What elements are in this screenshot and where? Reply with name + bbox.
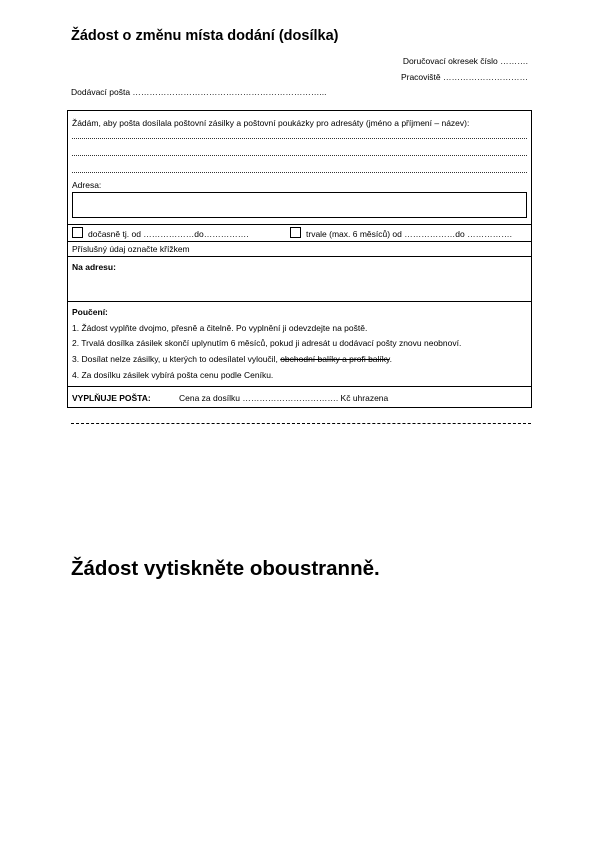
- instruction-3-text: 3. Dosílat nelze zásilky, u kterých to odesílatel vyloučil,: [72, 354, 281, 364]
- check-note: Příslušný údaj označte křížkem: [72, 244, 190, 254]
- post-fill-label: VYPLŇUJE POŠTA:: [72, 393, 151, 403]
- recipient-line-1[interactable]: [72, 134, 527, 139]
- delivery-post-field: Dodávací pošta …………………………………………………………...: [71, 87, 327, 97]
- request-text: Žádám, aby pošta dosílala poštovní zásilky a poštovní poukázky pro adresáty (jméno a příjmení – název):: [72, 118, 470, 128]
- price-field: Cena za dosílku ……………………………. Kč uhrazena: [179, 393, 389, 403]
- instruction-3-end: .: [389, 354, 393, 364]
- permanent-checkbox[interactable]: [290, 227, 301, 238]
- divider: [68, 256, 531, 257]
- document-title: Žádost o změnu místa dodání (dosílka): [71, 28, 339, 44]
- workplace-field: Pracoviště …………………………: [400, 72, 528, 82]
- address-input-box[interactable]: [72, 192, 527, 218]
- divider: [68, 224, 531, 225]
- district-number-field: Doručovací okresek číslo ……….: [402, 56, 528, 66]
- address-label: Adresa:: [72, 180, 102, 190]
- temporary-checkbox[interactable]: [72, 227, 83, 238]
- instruction-item: 4. Za dosílku zásilek vybírá pošta cenu podle Ceníku.: [72, 370, 274, 380]
- cut-line: [71, 423, 531, 424]
- request-form: [67, 110, 532, 408]
- to-address-label: Na adresu:: [72, 262, 116, 272]
- temporary-label: dočasně tj. od ………………do…………….: [88, 229, 249, 239]
- divider: [68, 241, 531, 242]
- permanent-label: trvale (max. 6 měsíců) od ………………do …………….: [306, 229, 512, 239]
- divider: [68, 301, 531, 302]
- instruction-3-strikethrough: obchodní balíky a profi balíky: [280, 354, 390, 364]
- instruction-item: [72, 354, 392, 364]
- instructions-heading: Poučení:: [72, 307, 108, 317]
- instruction-item: 1. Žádost vyplňte dvojmo, přesně a čitelně. Po vyplnění ji odevzdejte na poště.: [72, 323, 368, 333]
- print-instruction: Žádost vytiskněte oboustranně.: [71, 557, 380, 580]
- divider: [68, 386, 531, 387]
- instruction-item: 2. Trvalá dosílka zásilek skončí uplynutím 6 měsíců, pokud ji adresát u dodávací pošty znovu neobnoví.: [72, 338, 462, 348]
- recipient-line-2[interactable]: [72, 151, 527, 156]
- recipient-line-3[interactable]: [72, 168, 527, 173]
